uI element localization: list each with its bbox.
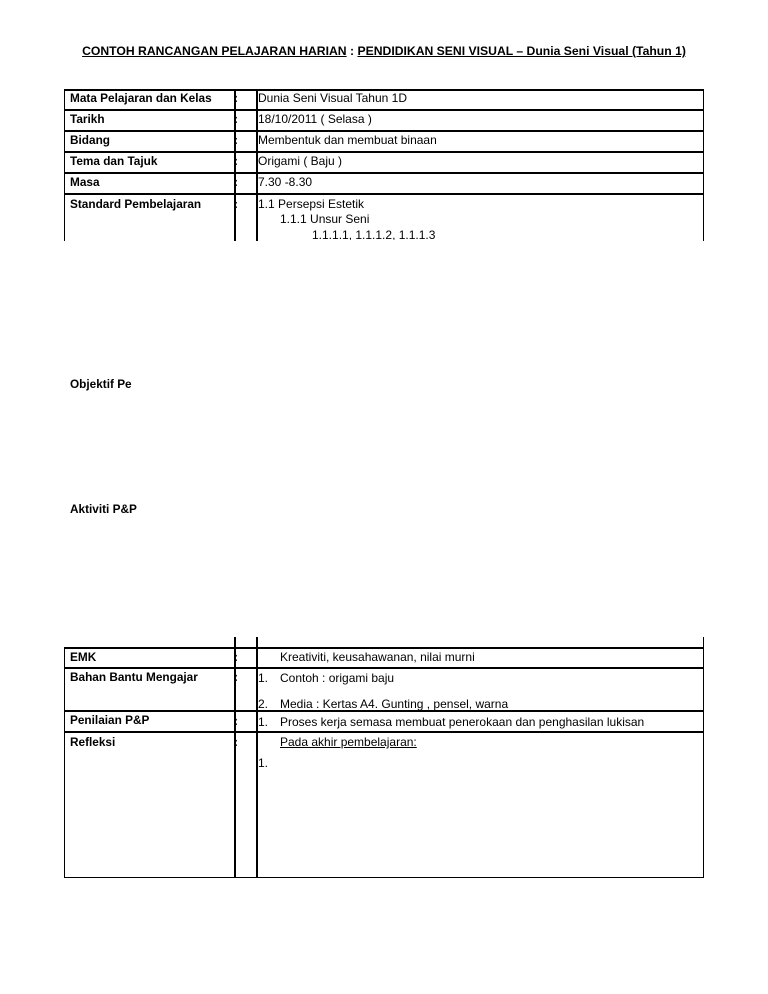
penilaian-num-1: 1. xyxy=(258,715,269,729)
colon: : xyxy=(234,735,238,749)
value-emk: Kreativiti, keusahawanan, nilai murni xyxy=(280,650,475,664)
value-standard-line1: 1.1 Persepsi Estetik xyxy=(258,197,365,211)
title-part1: CONTOH RANCANGAN PELAJARAN HARIAN xyxy=(82,44,347,58)
value-mata-pelajaran: Dunia Seni Visual Tahun 1D xyxy=(258,91,407,105)
value-tarikh: 18/10/2011 ( Selasa ) xyxy=(258,112,372,126)
colon: : xyxy=(234,91,238,105)
bahan-num-1: 1. xyxy=(258,671,269,685)
colon: : xyxy=(234,112,238,126)
colon: : xyxy=(234,133,238,147)
colon: : xyxy=(234,154,238,168)
colon: : xyxy=(234,175,238,189)
label-aktiviti: Aktiviti P&P xyxy=(70,502,137,516)
colon: : xyxy=(234,650,238,664)
title-part2: PENDIDIKAN SENI VISUAL xyxy=(357,44,513,58)
colon: : xyxy=(234,714,238,728)
value-bidang: Membentuk dan membuat binaan xyxy=(258,133,437,147)
bahan-num-2: 2. xyxy=(258,697,269,711)
label-bahan: Bahan Bantu Mengajar xyxy=(70,670,198,684)
value-standard-line2: 1.1.1 Unsur Seni xyxy=(280,212,370,226)
colon: : xyxy=(234,670,238,684)
value-tema: Origami ( Baju ) xyxy=(258,154,343,168)
title-sep: : xyxy=(346,44,358,58)
value-penilaian-item1: Proses kerja semasa membuat penerokaan dan penghasilan lukisan xyxy=(280,715,645,729)
value-masa: 7.30 -8.30 xyxy=(258,175,313,189)
value-bahan-item2: Media : Kertas A4. Gunting , pensel, warna xyxy=(280,697,509,711)
label-emk: EMK xyxy=(70,650,97,664)
title-part3: – Dunia Seni Visual (Tahun 1) xyxy=(512,44,686,58)
label-penilaian: Penilaian P&P xyxy=(70,713,150,727)
label-mata-pelajaran: Mata Pelajaran dan Kelas xyxy=(70,91,212,105)
refleksi-num-1: 1. xyxy=(258,756,269,770)
label-masa: Masa xyxy=(70,175,100,189)
value-standard-line3: 1.1.1.1, 1.1.1.2, 1.1.1.3 xyxy=(312,228,436,240)
label-refleksi: Refleksi xyxy=(70,735,116,749)
label-tema: Tema dan Tajuk xyxy=(70,154,158,168)
colon: : xyxy=(234,197,238,211)
page-title xyxy=(0,44,768,58)
value-bahan-item1: Contoh : origami baju xyxy=(280,671,395,685)
label-objektif: Objektif Pe xyxy=(70,377,132,391)
label-bidang: Bidang xyxy=(70,133,110,147)
label-standard: Standard Pembelajaran xyxy=(70,197,202,211)
label-tarikh: Tarikh xyxy=(70,112,105,126)
standard-clip xyxy=(258,195,698,240)
value-refleksi-line1: Pada akhir pembelajaran: xyxy=(280,735,417,749)
